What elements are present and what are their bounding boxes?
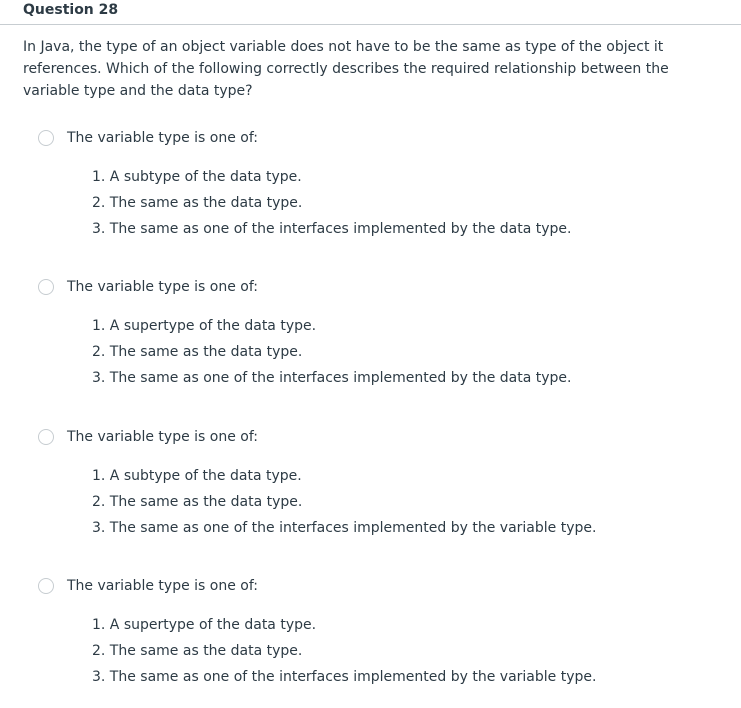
list-item: 3. The same as one of the interfaces implemented by the variable type. <box>92 520 597 536</box>
question-header <box>0 0 741 25</box>
answer-intro: The variable type is one of: <box>67 130 258 146</box>
answer-option-4[interactable] <box>0 578 741 708</box>
list-item: 2. The same as the data type. <box>92 643 303 659</box>
list-item: 3. The same as one of the interfaces implemented by the data type. <box>92 221 572 237</box>
radio-button[interactable] <box>38 130 54 146</box>
list-item: 1. A supertype of the data type. <box>92 318 317 334</box>
radio-button[interactable] <box>38 429 54 445</box>
list-item: 3. The same as one of the interfaces implemented by the variable type. <box>92 669 597 685</box>
question-text: In Java, the type of an object variable does not have to be the same as type of the object it references. Which of the following correctly describes the required relationship between the variable type and the data type? <box>23 39 669 99</box>
answer-option-2[interactable] <box>0 279 741 409</box>
list-item: 3. The same as one of the interfaces implemented by the data type. <box>92 370 572 386</box>
answer-list <box>92 612 596 690</box>
radio-button[interactable] <box>38 279 54 295</box>
list-item: 1. A supertype of the data type. <box>92 617 317 633</box>
answer-list <box>92 463 596 541</box>
list-item: 2. The same as the data type. <box>92 494 303 510</box>
list-item: 2. The same as the data type. <box>92 195 303 211</box>
list-item: 2. The same as the data type. <box>92 344 303 360</box>
answer-intro: The variable type is one of: <box>67 429 258 445</box>
answer-intro: The variable type is one of: <box>67 279 258 295</box>
question-title: Question 28 <box>23 2 119 18</box>
list-item: 1. A subtype of the data type. <box>92 468 302 484</box>
answer-option-1[interactable] <box>0 130 741 260</box>
list-item: 1. A subtype of the data type. <box>92 169 302 185</box>
answer-list <box>92 164 572 242</box>
answer-intro: The variable type is one of: <box>67 578 258 594</box>
answer-option-3[interactable] <box>0 429 741 559</box>
answer-list <box>92 313 572 391</box>
radio-button[interactable] <box>38 578 54 594</box>
